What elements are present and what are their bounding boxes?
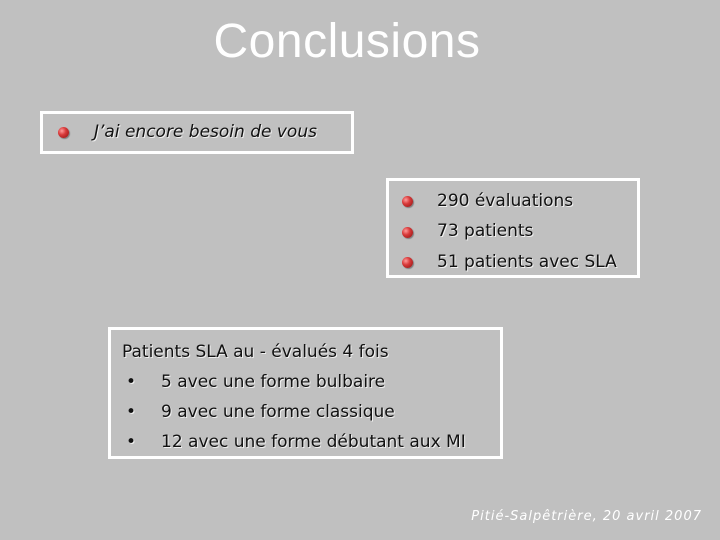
red-bullet-icon: [402, 227, 413, 238]
sla-item-debutant-mi: 12 avec une forme débutant aux MI: [161, 432, 466, 452]
footer-location-date: Pitié-Salpêtrière, 20 avril 2007: [471, 509, 702, 524]
sla-item-classique: 9 avec une forme classique: [161, 402, 395, 422]
main-point-text: J’ai encore besoin de vous: [94, 122, 317, 142]
bullet-dot: •: [126, 432, 137, 452]
stat-evaluations: 290 évaluations: [437, 191, 574, 211]
sla-item-bulbaire: 5 avec une forme bulbaire: [161, 372, 386, 392]
stat-sla-patients: 51 patients avec SLA: [437, 252, 617, 272]
bullet-dot: •: [126, 372, 137, 392]
red-bullet-icon: [402, 196, 413, 207]
red-bullet-icon: [58, 127, 69, 138]
sla-heading: Patients SLA au - évalués 4 fois: [122, 342, 389, 362]
red-bullet-icon: [402, 257, 413, 268]
slide-title: Conclusions: [213, 15, 481, 68]
stat-patients: 73 patients: [437, 221, 534, 241]
bullet-dot: •: [126, 402, 137, 422]
